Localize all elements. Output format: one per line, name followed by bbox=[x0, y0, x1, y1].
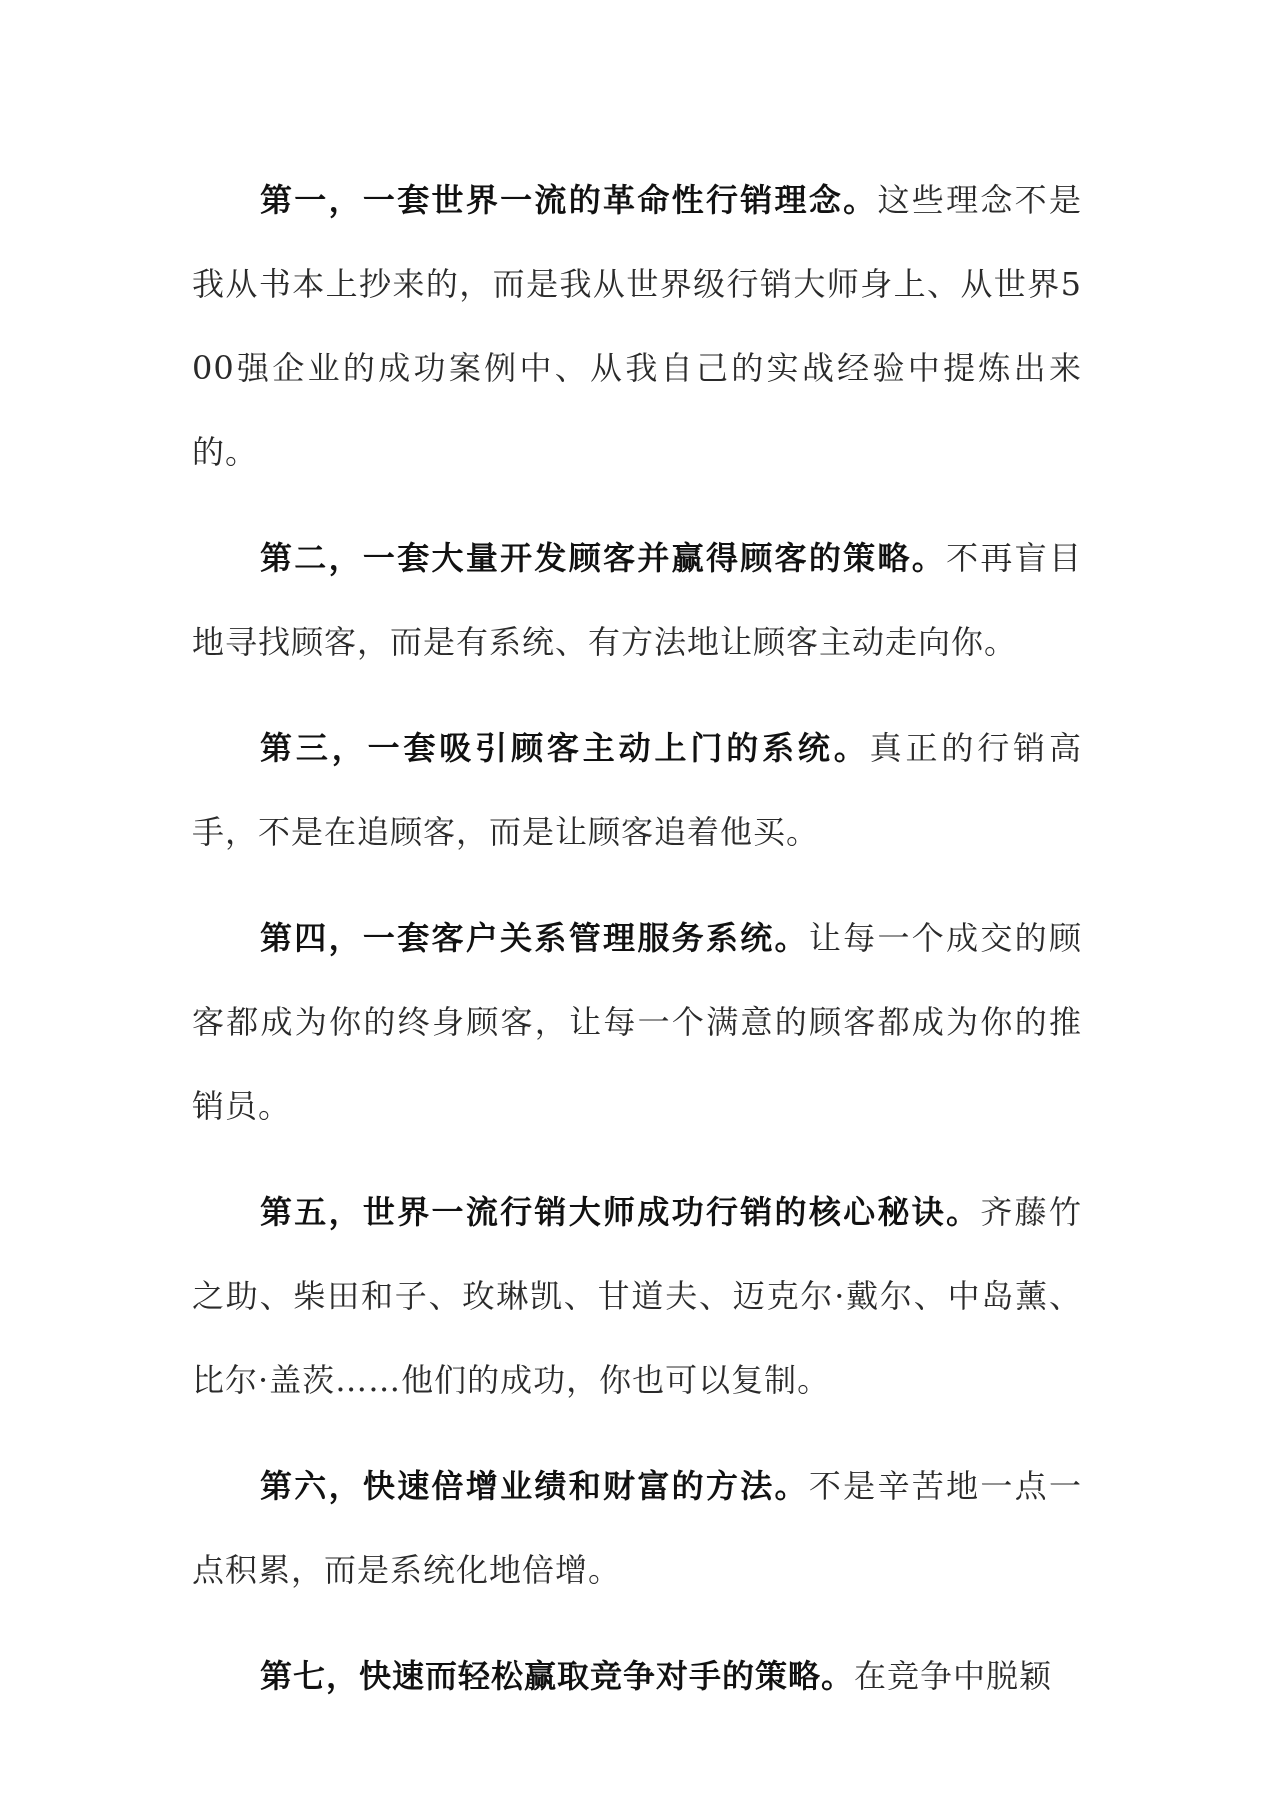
paragraph-heading: 第二，一套大量开发顾客并赢得顾客的策略。 bbox=[260, 539, 947, 577]
paragraph-text: 让每一个成交的顾客都成为你的终身顾客，让每一个满意的顾客都成为你的推销员。 bbox=[192, 919, 1082, 1125]
paragraph-1 bbox=[192, 158, 1082, 494]
document-body bbox=[192, 158, 1082, 1740]
paragraph-4 bbox=[192, 896, 1082, 1148]
paragraph-6 bbox=[192, 1444, 1082, 1612]
paragraph-heading: 第一，一套世界一流的革命性行销理念。 bbox=[260, 181, 878, 219]
paragraph-text: 不再盲目地寻找顾客，而是有系统、有方法地让顾客主动走向你。 bbox=[192, 539, 1082, 661]
paragraph-heading: 第三，一套吸引顾客主动上门的系统。 bbox=[260, 729, 870, 767]
paragraph-text: 齐藤竹之助、柴田和子、玫琳凯、甘道夫、迈克尔·戴尔、中岛薰、比尔·盖茨……他们的成功，你也可以复制。 bbox=[192, 1193, 1082, 1399]
paragraph-text: 这些理念不是我从书本上抄来的，而是我从世界级行销大师身上、从世界500强企业的成功案例中、从我自己的实战经验中提炼出来的。 bbox=[192, 181, 1082, 471]
paragraph-text: 真正的行销高手，不是在追顾客，而是让顾客追着他买。 bbox=[192, 729, 1082, 851]
paragraph-heading: 第四，一套客户关系管理服务系统。 bbox=[260, 919, 809, 957]
paragraph-2 bbox=[192, 516, 1082, 684]
paragraph-heading: 第六，快速倍增业绩和财富的方法。 bbox=[260, 1467, 809, 1505]
paragraph-text: 不是辛苦地一点一点积累，而是系统化地倍增。 bbox=[192, 1467, 1082, 1589]
paragraph-text: 在竞争中脱颖 bbox=[854, 1657, 1053, 1695]
paragraph-heading: 第五，世界一流行销大师成功行销的核心秘诀。 bbox=[260, 1193, 981, 1231]
paragraph-7 bbox=[192, 1634, 1082, 1718]
paragraph-heading: 第七，快速而轻松赢取竞争对手的策略。 bbox=[260, 1657, 855, 1695]
paragraph-5 bbox=[192, 1170, 1082, 1422]
paragraph-3 bbox=[192, 706, 1082, 874]
